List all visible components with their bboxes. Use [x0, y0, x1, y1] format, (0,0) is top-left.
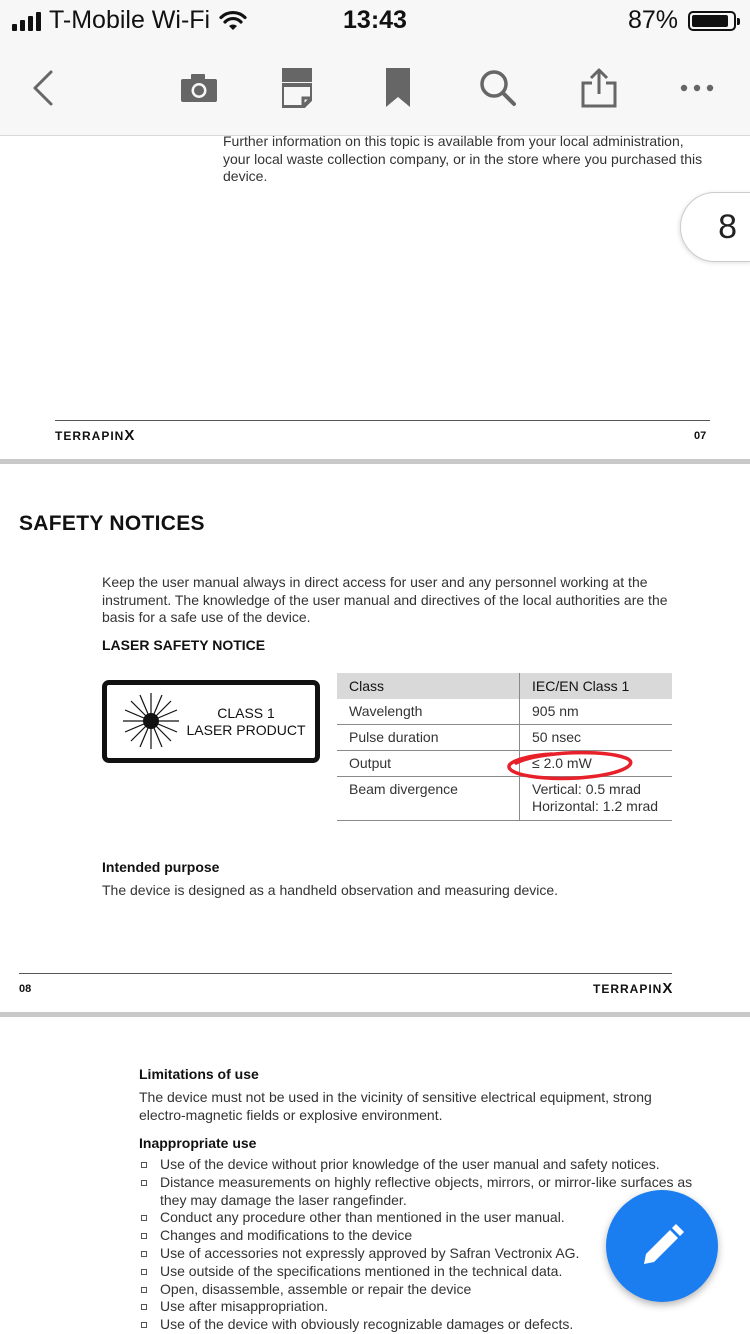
share-icon [581, 68, 617, 108]
battery-percent: 87% [627, 6, 678, 34]
edit-fab-button[interactable] [606, 1190, 718, 1302]
back-chevron-icon [30, 68, 56, 108]
camera-icon [180, 73, 218, 103]
table-header-cell: Class [337, 673, 520, 699]
page-separator [0, 1012, 750, 1017]
list-item: Use of the device with obviously recognizable damages or defects. [139, 1316, 719, 1334]
table-key-cell: Wavelength [337, 699, 520, 725]
table-header-row [337, 673, 672, 699]
page-layout-icon [282, 68, 312, 108]
page-number-07: 07 [694, 430, 707, 442]
table-value-cell: ≤ 2.0 mW [520, 751, 673, 777]
share-button[interactable] [574, 40, 624, 135]
back-button[interactable] [18, 40, 68, 135]
divergence-horizontal: Horizontal: 1.2 mrad [532, 798, 659, 814]
laser-label-line1: CLASS 1 [217, 705, 275, 721]
list-item: Use outside of the specifications mentioned in the technical data. [139, 1263, 719, 1281]
page-layout-button[interactable] [272, 40, 322, 135]
table-value-cell: 905 nm [520, 699, 673, 725]
camera-button[interactable] [174, 40, 224, 135]
page-title: SAFETY NOTICES [19, 512, 205, 535]
more-button[interactable] [672, 40, 722, 135]
list-item: Changes and modifications to the device [139, 1227, 719, 1245]
page8-footer-rule [19, 973, 672, 974]
table-key-cell: Pulse duration [337, 725, 520, 751]
page-separator [0, 459, 750, 464]
list-item: Conduct any procedure other than mentioned in the user manual. [139, 1209, 719, 1227]
table-key-cell: Output [337, 751, 520, 777]
battery-icon [688, 11, 736, 31]
laser-class-label [102, 680, 320, 763]
divergence-vertical: Vertical: 0.5 mrad [532, 781, 641, 797]
list-item: Use of accessories not expressly approved by Safran Vectronix AG. [139, 1245, 719, 1263]
carrier-name: T-Mobile Wi-Fi [49, 6, 211, 34]
search-button[interactable] [473, 40, 523, 135]
page7-footer-rule [55, 420, 710, 421]
page-number-08: 08 [19, 983, 32, 995]
limitations-text: The device must not be used in the vicinity of sensitive electrical equipment, strong electro-magnetic fields or explosive environment. [139, 1089, 652, 1123]
list-item: Open, disassemble, assemble or repair the device [139, 1281, 719, 1299]
inappropriate-use-heading: Inappropriate use [139, 1135, 257, 1151]
laser-starburst-icon [121, 691, 181, 751]
list-item: Use after misappropriation. [139, 1298, 719, 1316]
reader-toolbar [0, 40, 750, 136]
table-key-cell: Beam divergence [337, 777, 520, 821]
search-icon [479, 69, 517, 107]
bookmark-icon [386, 68, 410, 108]
intended-purpose-text: The device is designed as a handheld observation and measuring device. [102, 882, 559, 898]
bookmark-button[interactable] [373, 40, 423, 135]
page7-paragraph: Further information on this topic is available from your local administration, your local waste collection company, or in the store where you purchased this device. [223, 133, 703, 184]
terrapin-logo: TERRAPINX [593, 980, 674, 997]
clock: 13:43 [343, 6, 407, 34]
terrapin-logo: TERRAPINX [55, 427, 136, 444]
status-bar [0, 0, 750, 40]
intended-purpose-heading: Intended purpose [102, 859, 220, 875]
list-item: Distance measurements on highly reflective objects, mirrors, or mirror-like surfaces as they may damage the laser rangefinder. [139, 1174, 719, 1210]
table-header-cell: IEC/EN Class 1 [520, 673, 673, 699]
page-indicator-badge[interactable]: 8 [680, 192, 750, 262]
safety-intro-paragraph: Keep the user manual always in direct access for user and any personnel working at the instrument. The knowledge of the user manual and directives of the local authorities are the basis for a safe use of the device. [102, 574, 668, 625]
limitations-heading: Limitations of use [139, 1066, 259, 1082]
table-row [337, 699, 672, 725]
laser-label-line2: LASER PRODUCT [186, 722, 306, 738]
list-item: Use of the device without prior knowledge of the user manual and safety notices. [139, 1156, 719, 1174]
table-value-cell: 50 nsec [520, 725, 673, 751]
pencil-edit-icon [640, 1224, 684, 1268]
laser-safety-heading: LASER SAFETY NOTICE [102, 637, 266, 653]
more-icon [680, 84, 714, 92]
red-annotation-circle [500, 745, 640, 789]
